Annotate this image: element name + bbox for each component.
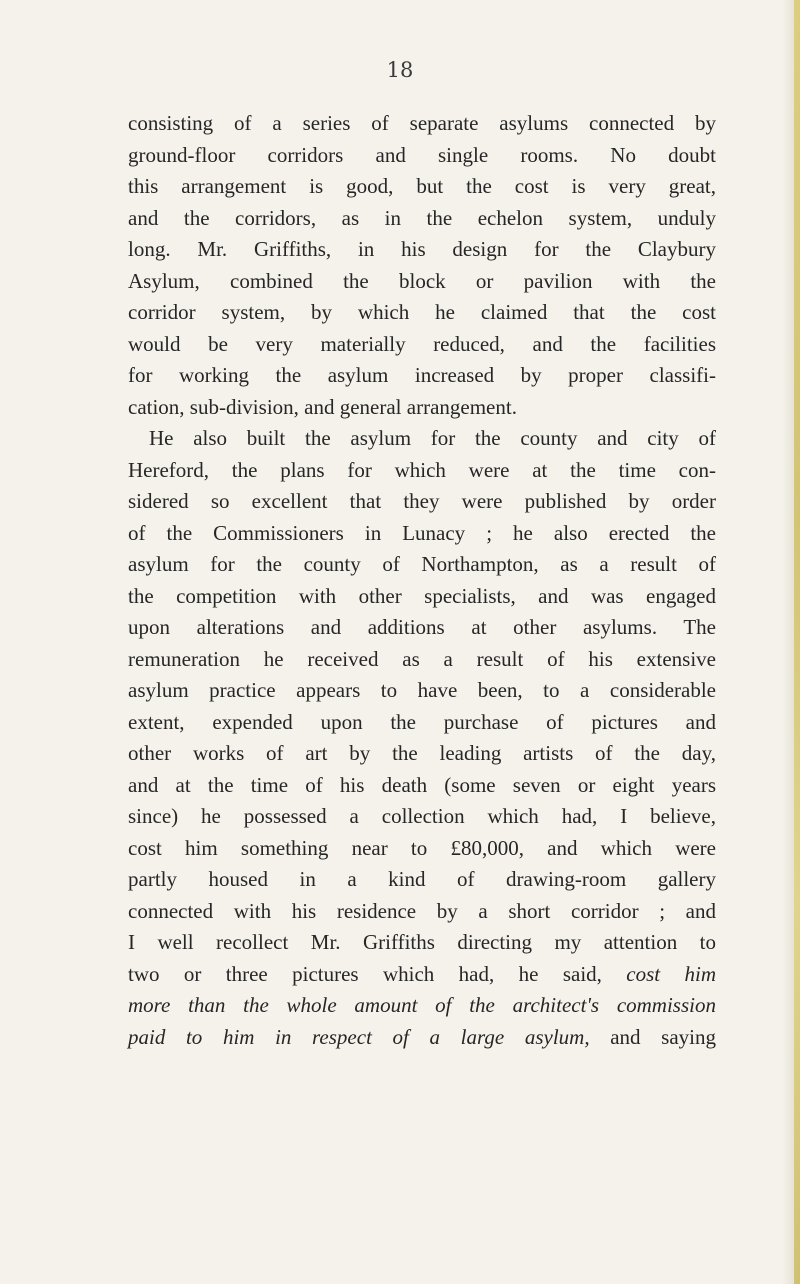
text-line: since) he possessed a collection which had, I believe, [128, 804, 716, 828]
text-line: cost him something near to £80,000, and which were [128, 835, 716, 860]
text-line: long. Mr. Griffiths, in his design for the Claybury [128, 237, 716, 261]
text-line: partly housed in a kind of drawing-room gallery [128, 867, 716, 891]
text-line: sidered so excellent that they were published by order [128, 489, 716, 513]
italic-line [128, 990, 716, 1022]
text-line: asylum for the county of Northampton, as a result of [128, 552, 716, 576]
italic-text: cost him [626, 961, 717, 986]
text-line: connected with his residence by a short corridor ; and [128, 898, 716, 923]
text-line: would be very materially reduced, and the facilities [128, 331, 716, 356]
text-line: other works of art by the leading artists of the day, [128, 741, 716, 765]
roman-text: two or three pictures which had, he said, [128, 961, 602, 986]
page-edge-strip [794, 0, 800, 1284]
page-number: 18 [386, 58, 414, 82]
italic-text: more than the whole amount of the architect's commission [128, 993, 716, 1017]
paragraph-start-line: He also built the asylum for the county and city of [149, 426, 716, 450]
text-line: consisting of a series of separate asylums connected by [128, 111, 716, 135]
text-line: ground-floor corridors and single rooms. No doubt [128, 142, 716, 167]
mixed-style-line [128, 959, 716, 991]
text-line: the competition with other specialists, and was engaged [128, 583, 716, 608]
text-line: Hereford, the plans for which were at the time con- [128, 457, 716, 482]
text-line: and the corridors, as in the echelon system, unduly [128, 205, 716, 230]
text-line: for working the asylum increased by proper classifi- [128, 363, 716, 387]
text-line: of the Commissioners in Lunacy ; he also erected the [128, 520, 716, 545]
text-line: and at the time of his death (some seven or eight years [128, 772, 716, 797]
mixed-style-line [128, 1022, 716, 1054]
text-line: I well recollect Mr. Griffiths directing my attention to [128, 930, 716, 954]
body-text [128, 108, 716, 1053]
text-line: upon alterations and additions at other asylums. The [128, 615, 716, 639]
text-line: extent, expended upon the purchase of pictures and [128, 709, 716, 734]
text-line: asylum practice appears to have been, to a considerable [128, 678, 716, 702]
italic-text: paid to him in respect of a large asylum, [128, 1024, 590, 1049]
text-line: remuneration he received as a result of his extensive [128, 646, 716, 671]
text-line: Asylum, combined the block or pavilion with the [128, 268, 716, 293]
paragraph-end-line: cation, sub-division, and general arrangement. [128, 394, 517, 419]
text-line: this arrangement is good, but the cost is very great, [128, 174, 716, 198]
roman-text: and saying [610, 1024, 717, 1049]
text-line: corridor system, by which he claimed that the cost [128, 300, 716, 324]
